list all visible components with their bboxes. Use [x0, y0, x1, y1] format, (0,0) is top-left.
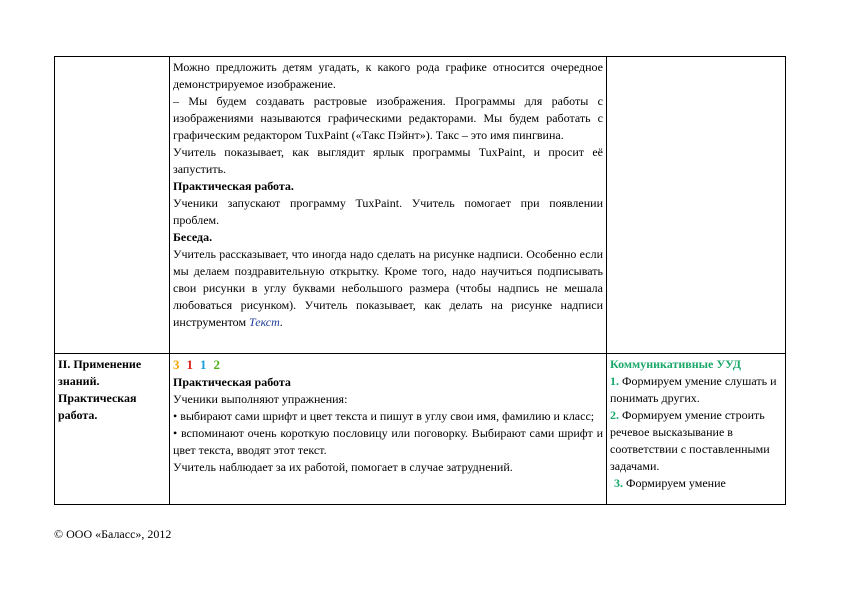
paragraph: Учитель показывает, как выглядит ярлык программы TuxPaint, и просит её запустить.: [173, 145, 603, 176]
lesson-table: [54, 56, 786, 505]
bullet-item: • выбирают сами шрифт и цвет текста и пишут в углу свои имя, фамилию и класс;: [173, 409, 595, 423]
task-number: 1: [186, 357, 193, 372]
tool-suffix: .: [279, 315, 283, 329]
task-number: 3: [173, 357, 180, 372]
content-cell: [170, 354, 607, 505]
uud-cell: [607, 354, 786, 505]
copyright-footer: © ООО «Баласс», 2012: [54, 527, 172, 541]
task-number: 2: [213, 357, 220, 372]
paragraph: – Мы будем создавать растровые изображения. Программы для работы с изображениями называются графическими редакторами. Мы будем работать с графическим редактором TuxPaint («Такс Пэйнт»). Такс – это имя пингвина.: [173, 94, 603, 142]
paragraph: Ученики выполняют упражнения:: [173, 392, 348, 406]
uud-item: 2. Формируем умение строить речевое высказывание в соответствии с поставленными задачами.: [610, 408, 770, 473]
task-numbers: [173, 356, 603, 374]
stage-cell-empty: [55, 57, 170, 354]
uud-heading: Коммуникативные УУД: [610, 357, 742, 371]
paragraph: Можно предложить детям угадать, к какого рода графике относится очередное демонстрируемое изображение.: [173, 60, 603, 91]
tool-name: Текст: [249, 315, 280, 329]
content-cell: [170, 57, 607, 354]
talk-text: Учитель рассказывает, что иногда надо сделать на рисунке надписи. Особенно если мы делаем поздравительную открытку. Кроме того, надо научиться подписывать свои рисунки в углу буквами небольшого размера (чтобы надпись не мешала любоваться рисунком). Учитель показывает, как делать на рисунке надписи инструментом: [173, 247, 603, 329]
table-row: [55, 57, 786, 354]
table-row: [55, 354, 786, 505]
stage-title: II. Применение знаний. Практическая работа.: [55, 354, 170, 505]
uud-item: 3. Формируем умение: [614, 476, 726, 490]
bullet-item: • вспоминают очень короткую пословицу или поговорку. Выбирают сами шрифт и цвет текста, вводят этот текст.: [173, 426, 603, 457]
paragraph: Учитель наблюдает за их работой, помогает в случае затруднений.: [173, 460, 513, 474]
section-heading: Практическая работа: [173, 375, 291, 389]
section-heading: Практическая работа.: [173, 179, 294, 193]
uud-cell-empty: [607, 57, 786, 354]
section-heading: Беседа.: [173, 230, 213, 244]
paragraph: [173, 246, 603, 331]
task-number: 1: [200, 357, 207, 372]
uud-item: 1. Формируем умение слушать и понимать других.: [610, 374, 777, 405]
paragraph: Ученики запускают программу TuxPaint. Учитель помогает при появлении проблем.: [173, 196, 603, 227]
